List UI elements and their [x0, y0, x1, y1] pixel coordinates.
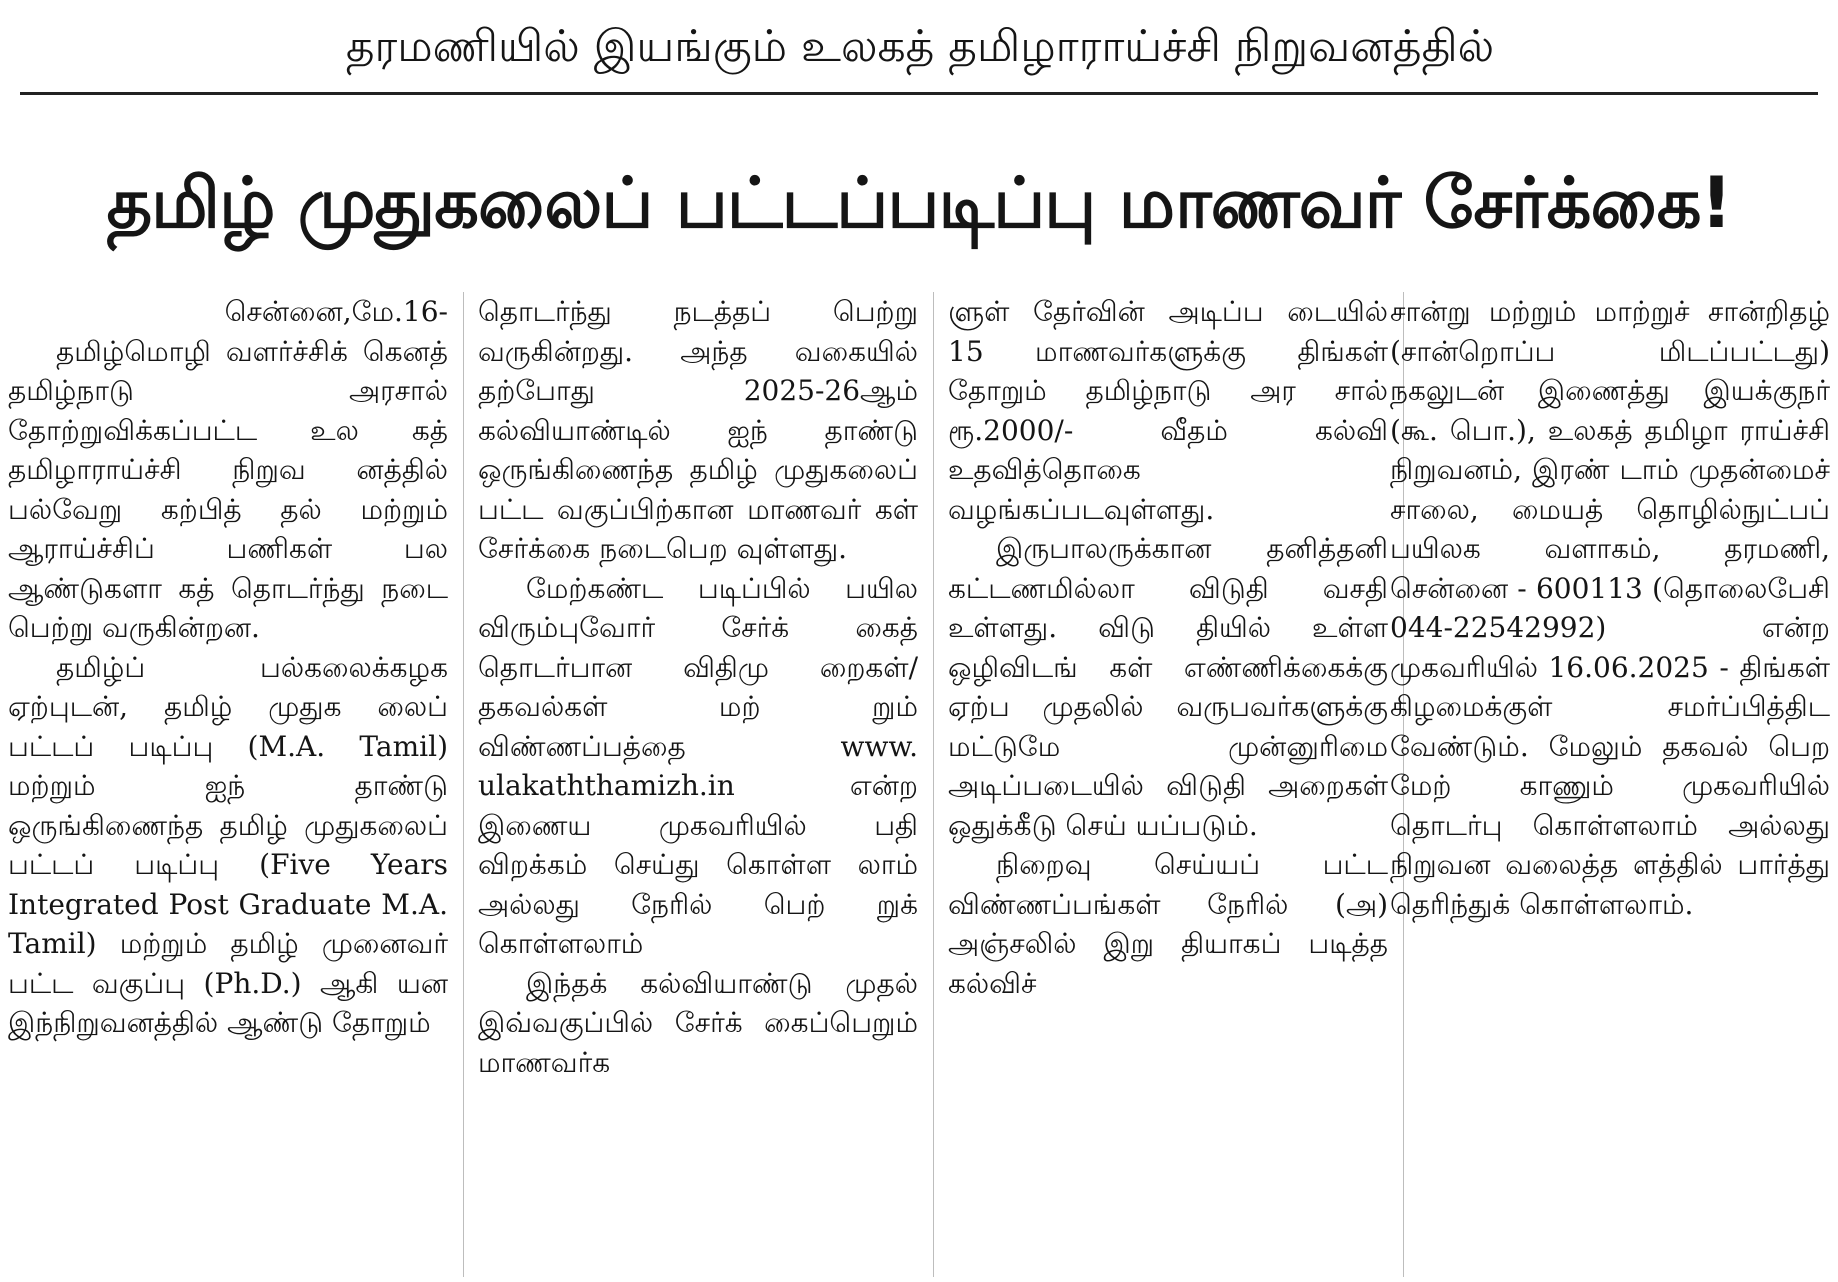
article-column-3	[948, 292, 1388, 1277]
column-divider	[463, 292, 464, 1277]
article-paragraph: நிறைவு செய்யப் பட்ட விண்ணப்பங்கள் நேரில் (அ) அஞ்சலில் இறு தியாகப் படித்த கல்விச்	[948, 848, 1388, 1000]
article-column-1	[8, 292, 448, 1277]
article-column-4	[1390, 292, 1830, 1277]
article-paragraph: இருபாலருக்கான தனித்தனி கட்டணமில்லா விடுதி வசதி உள்ளது. விடு தியில் உள்ள ஒழிவிடங் கள் எண்ணிக்கைக்கு ஏற்ப முதலில் வருபவர்களுக்கு மட்டுமே முன்னுரிமை அடிப்படையில் விடுதி அறைகள் ஒதுக்கீடு செய் யப்படும்.	[948, 532, 1388, 842]
article-paragraph: இந்தக் கல்வியாண்டு முதல் இவ்வகுப்பில் சேர்க் கைப்பெறும் மாணவர்க	[478, 966, 918, 1079]
article-dateline: சென்னை,மே.16-	[224, 295, 448, 328]
article-column-2	[478, 292, 918, 1277]
kicker-underline	[20, 92, 1818, 95]
column-divider	[933, 292, 934, 1277]
article-body	[8, 292, 1830, 1277]
article-dateline-paragraph	[8, 292, 448, 332]
article-headline: தமிழ் முதுகலைப் பட்டப்படிப்பு மாணவர் சேர்க்கை!	[106, 162, 1732, 244]
article-paragraph: தொடர்ந்து நடத்தப் பெற்று வருகின்றது. அந்த வகையில் தற்போது 2025-26ஆம் கல்வியாண்டில் ஐந் தாண்டு ஒருங்கிணைந்த தமிழ் முதுகலைப் பட்ட வகுப்பிற்கான மாணவர் கள் சேர்க்கை நடைபெற வுள்ளது.	[478, 295, 918, 565]
article-paragraph: தமிழ்ப் பல்கலைக்கழக ஏற்புடன், தமிழ் முதுக லைப் பட்டப் படிப்பு (M.A. Tamil) மற்றும் ஐந் தாண்டு ஒருங்கிணைந்த தமிழ் முதுகலைப் பட்டப் படிப்பு (Five Years Integrated Post Graduate M.A. Tamil) மற்றும் தமிழ் முனைவர் பட்ட வகுப்பு (Ph.D.) ஆகி யன இந்நிறுவனத்தில் ஆண்டு தோறும்	[8, 650, 448, 1039]
article-paragraph: மேற்கண்ட படிப்பில் பயில விரும்புவோர் சேர்க் கைத் தொடர்பான விதிமு றைகள்/ தகவல்கள் மற் றும் விண்ணப்பத்தை www. ulakaththamizh.in என்ற இணைய முகவரியில் பதி விறக்கம் செய்து கொள்ள லாம் அல்லது நேரில் பெற் றுக் கொள்ளலாம்	[478, 571, 918, 960]
article-kicker: தரமணியில் இயங்கும் உலகத் தமிழாராய்ச்சி நிறுவனத்தில்	[345, 21, 1495, 72]
article-paragraph: ளுள் தேர்வின் அடிப்ப டையில் 15 மாணவர்களுக்கு திங்கள் தோறும் தமிழ்நாடு அர சால் ரூ.2000/- வீதம் கல்வி உதவித்தொகை வழங்கப்படவுள்ளது.	[948, 295, 1388, 526]
article-paragraph: சான்று மற்றும் மாற்றுச் சான்றிதழ் (சான்றொப்ப மிடப்பட்டது) நகலுடன் இணைத்து இயக்குநர் (கூ. பொ.), உலகத் தமிழா ராய்ச்சி நிறுவனம், இரண் டாம் முதன்மைச் சாலை, மையத் தொழில்நுட்பப் பயிலக வளாகம், தரமணி, சென்னை - 600113 (தொலைபேசி 044-22542992) என்ற முகவரியில் 16.06.2025 - திங்கள் கிழமைக்குள் சமர்ப்பித்திட வேண்டும். மேலும் தகவல் பெற மேற் காணும் முகவரியில் தொடர்பு கொள்ளலாம் அல்லது நிறுவன வலைத்த ளத்தில் பார்த்து தெரிந்துக் கொள்ளலாம்.	[1390, 295, 1830, 921]
article-paragraph: தமிழ்மொழி வளர்ச்சிக் கெனத் தமிழ்நாடு அரசால் தோற்றுவிக்கப்பட்ட உல கத் தமிழாராய்ச்சி நிறுவ னத்தில் பல்வேறு கற்பித் தல் மற்றும் ஆராய்ச்சிப் பணிகள் பல ஆண்டுகளா கத் தொடர்ந்து நடை பெற்று வருகின்றன.	[8, 334, 448, 644]
